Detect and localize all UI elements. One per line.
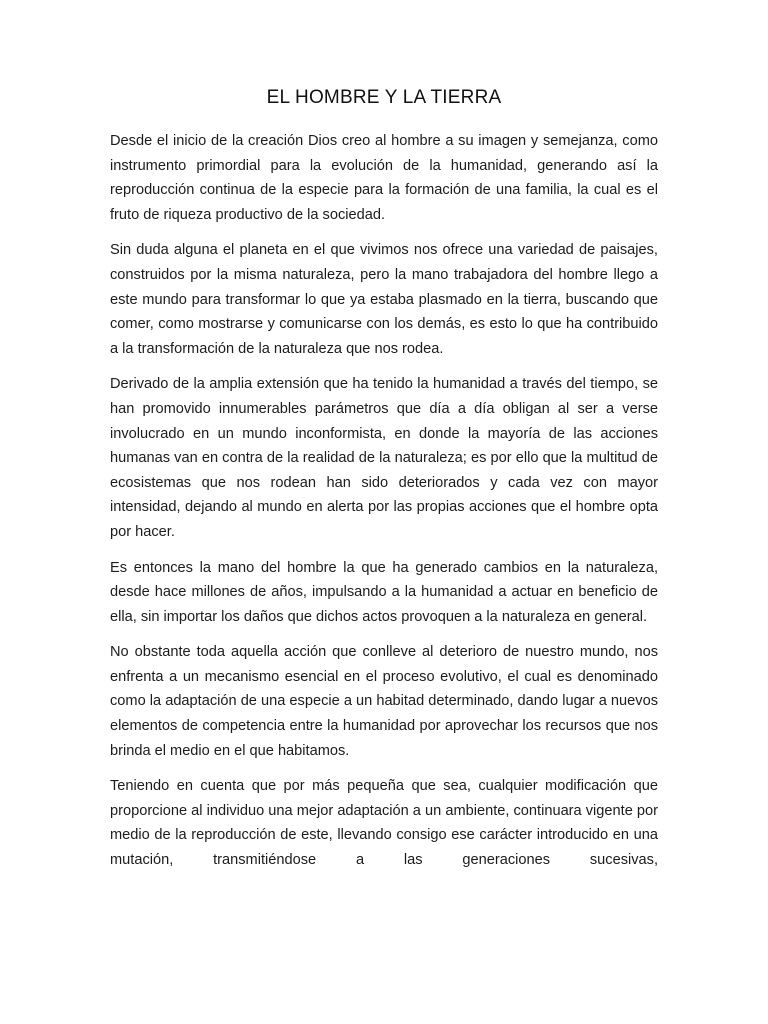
paragraph-6: Teniendo en cuenta que por más pequeña que sea, cualquier modificación que proporcione al individuo una mejor adaptación a un ambiente, continuara vigente por medio de la reproducción de este, llevando consigo ese carácter introducido en una mutación, transmitiéndose a las generaciones sucesivas, xyxy=(110,778,658,869)
paragraph-4: Es entonces la mano del hombre la que ha generado cambios en la naturaleza, desde hace millones de años, impulsando a la humanidad a actuar en beneficio de ella, sin importar los daños que dichos actos provoquen a la naturaleza en general. xyxy=(110,559,658,625)
paragraph-3: Derivado de la amplia extensión que ha tenido la humanidad a través del tiempo, se han promovido innumerables parámetros que día a día obligan al ser a verse involucrado en un mundo inconformista, en donde la mayoría de las acciones humanas van en contra de la realidad de la naturaleza; es por ello que la multitud de ecosistemas que nos rodean han sido deteriorados y cada vez con mayor intensidad, dejando al mundo en alerta por las propias acciones que el hombre opta por hacer. xyxy=(110,376,658,540)
document-body xyxy=(110,129,658,873)
document-title: EL HOMBRE Y LA TIERRA xyxy=(266,87,502,108)
paragraph-1: Desde el inicio de la creación Dios creo al hombre a su imagen y semejanza, como instrumento primordial para la evolución de la humanidad, generando así la reproducción continua de la especie para la formación de una familia, la cual es el fruto de riqueza productivo de la sociedad. xyxy=(110,133,658,223)
paragraph-2: Sin duda alguna el planeta en el que vivimos nos ofrece una variedad de paisajes, construidos por la misma naturaleza, pero la mano trabajadora del hombre llego a este mundo para transformar lo que ya estaba plasmado en la tierra, buscando que comer, como mostrarse y comunicarse con los demás, es esto lo que ha contribuido a la transformación de la naturaleza que nos rodea. xyxy=(110,242,658,357)
paragraph-5: No obstante toda aquella acción que conlleve al deterioro de nuestro mundo, nos enfrenta a un mecanismo esencial en el proceso evolutivo, el cual es denominado como la adaptación de una especie a un habitad determinado, dando lugar a nuevos elementos de competencia entre la humanidad por aprovechar los recursos que nos brinda el medio en el que habitamos. xyxy=(110,644,658,759)
